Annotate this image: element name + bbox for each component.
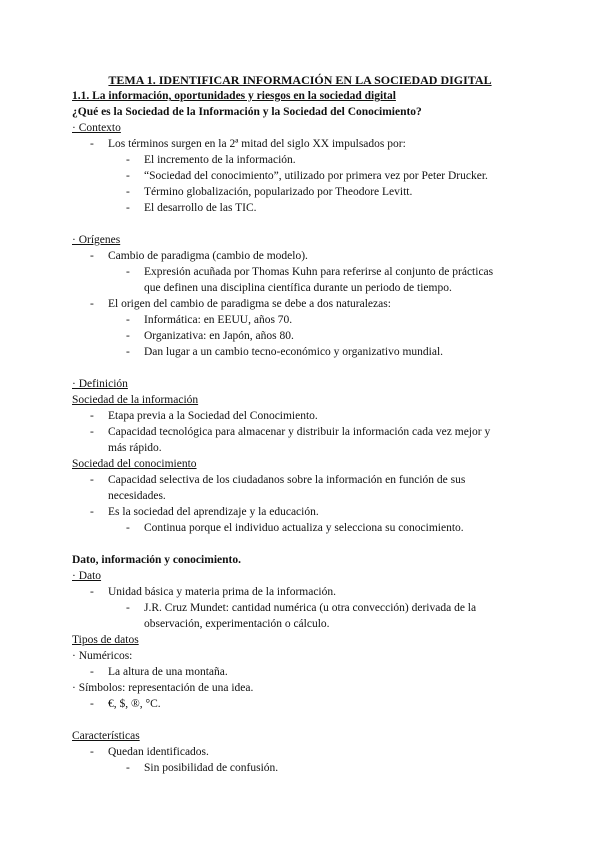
bullet-dash: - bbox=[126, 602, 130, 614]
bullet-dash: - bbox=[90, 138, 94, 150]
bullet-dash: - bbox=[90, 426, 94, 438]
list-item: - El desarrollo de las TIC. bbox=[126, 202, 257, 214]
bullet-dash: - bbox=[90, 298, 94, 310]
bullet-dash: - bbox=[90, 506, 94, 518]
list-item: - J.R. Cruz Mundet: cantidad numérica (u otra convección) derivada de la bbox=[126, 602, 477, 614]
list-item: - Informática: en EEUU, años 70. bbox=[126, 314, 293, 326]
list-item: - €, $, ®, °C. bbox=[90, 698, 161, 710]
list-item: - Etapa previa a la Sociedad del Conocimiento. bbox=[90, 410, 318, 422]
caracteristicas-heading: Características bbox=[72, 730, 140, 742]
bullet-dash: - bbox=[126, 346, 130, 358]
dato-heading: · Dato bbox=[72, 570, 102, 582]
list-item: - Cambio de paradigma (cambio de modelo). bbox=[90, 250, 308, 262]
list-item: - Organizativa: en Japón, años 80. bbox=[126, 330, 294, 342]
list-item-continuation: necesidades. bbox=[108, 490, 166, 502]
bullet-dash: - bbox=[90, 410, 94, 422]
list-item: - Capacidad selectiva de los ciudadanos sobre la información en función de sus bbox=[90, 474, 466, 486]
bullet-dash: - bbox=[126, 330, 130, 342]
contexto-heading: · Contexto bbox=[72, 122, 121, 134]
list-item: - Capacidad tecnológica para almacenar y distribuir la información cada vez mejor y bbox=[90, 426, 491, 438]
bullet-dash: - bbox=[126, 266, 130, 278]
bullet-dash: - bbox=[90, 474, 94, 486]
list-item: - Quedan identificados. bbox=[90, 746, 209, 758]
question-heading: ¿Qué es la Sociedad de la Información y la Sociedad del Conocimiento? bbox=[72, 106, 422, 118]
bullet-dash: - bbox=[126, 154, 130, 166]
origenes-heading: · Orígenes bbox=[72, 234, 121, 246]
tipos-heading: Tipos de datos bbox=[72, 634, 139, 646]
bullet-dash: - bbox=[90, 666, 94, 678]
bullet-dash: - bbox=[126, 314, 130, 326]
bullet-dash: - bbox=[126, 170, 130, 182]
list-item: - Término globalización, popularizado por Theodore Levitt. bbox=[126, 186, 413, 198]
list-item: - La altura de una montaña. bbox=[90, 666, 228, 678]
list-item: - El incremento de la información. bbox=[126, 154, 296, 166]
document-title: TEMA 1. IDENTIFICAR INFORMACIÓN EN LA SOCIEDAD DIGITAL bbox=[108, 73, 492, 87]
list-item: - El origen del cambio de paradigma se debe a dos naturalezas: bbox=[90, 298, 391, 310]
simbolos-label: · Símbolos: representación de una idea. bbox=[72, 682, 254, 694]
list-item: - Sin posibilidad de confusión. bbox=[126, 762, 279, 774]
soc-conoc-heading: Sociedad del conocimiento bbox=[72, 458, 197, 470]
section-heading: 1.1. La información, oportunidades y riesgos en la sociedad digital bbox=[72, 90, 396, 102]
soc-info-heading: Sociedad de la información bbox=[72, 394, 199, 406]
numericos-label: · Numéricos: bbox=[72, 650, 133, 662]
bullet-dash: - bbox=[126, 186, 130, 198]
definicion-heading: · Definición bbox=[72, 378, 128, 390]
bullet-dash: - bbox=[126, 762, 130, 774]
list-item-continuation: que definen una disciplina científica durante un periodo de tiempo. bbox=[144, 282, 452, 294]
list-item: - Expresión acuñada por Thomas Kuhn para referirse al conjunto de prácticas bbox=[126, 266, 494, 278]
list-item: - Continua porque el individuo actualiza y selecciona su conocimiento. bbox=[126, 522, 464, 534]
list-item: - Es la sociedad del aprendizaje y la educación. bbox=[90, 506, 319, 518]
list-item-continuation: más rápido. bbox=[108, 442, 162, 454]
bullet-dash: - bbox=[90, 586, 94, 598]
list-item: - Dan lugar a un cambio tecno-económico y organizativo mundial. bbox=[126, 346, 444, 358]
list-item-continuation: observación, experimentación o cálculo. bbox=[144, 618, 330, 630]
bullet-dash: - bbox=[90, 746, 94, 758]
bullet-dash: - bbox=[126, 522, 130, 534]
list-item: - Los términos surgen en la 2ª mitad del siglo XX impulsados por: bbox=[90, 138, 406, 150]
bullet-dash: - bbox=[126, 202, 130, 214]
list-item: - “Sociedad del conocimiento”, utilizado por primera vez por Peter Drucker. bbox=[126, 170, 488, 182]
bullet-dash: - bbox=[90, 250, 94, 262]
dato-section-heading: Dato, información y conocimiento. bbox=[72, 554, 241, 566]
list-item: - Unidad básica y materia prima de la información. bbox=[90, 586, 336, 598]
bullet-dash: - bbox=[90, 698, 94, 710]
document-body bbox=[72, 88, 532, 776]
